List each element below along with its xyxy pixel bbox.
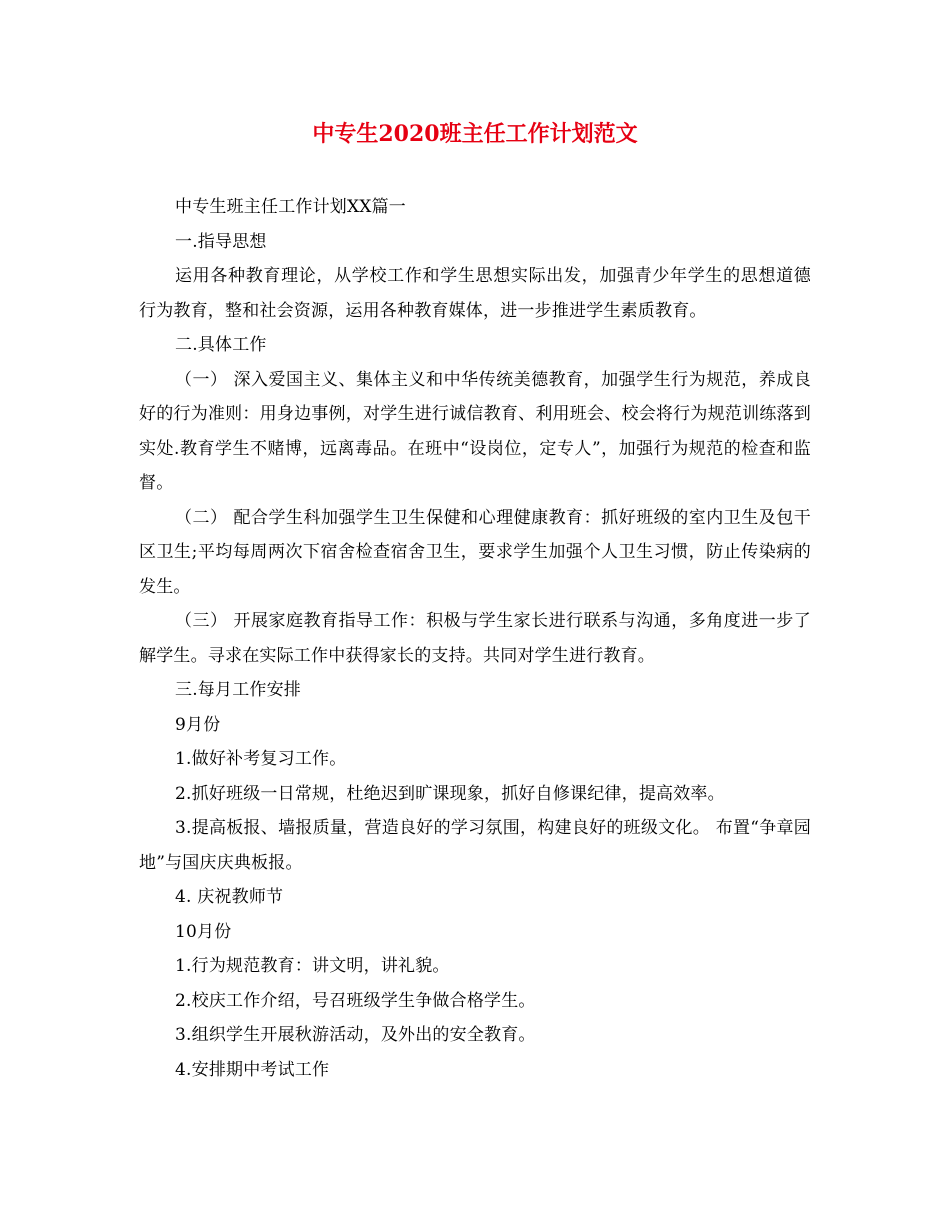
paragraph-specific-work-1: （一） 深入爱国主义、集体主义和中华传统美德教育，加强学生行为规范，养成良好的行为准则：用身边事例，对学生进行诚信教育、利用班会、校会将行为规范训练落到实处.教育学生不赌博，远离毒品。在班中“设岗位，定专人”，加强行为规范的检查和监督。 xyxy=(139,369,811,493)
list-item: 1.做好补考复习工作。 xyxy=(175,749,347,769)
section-heading-specific-work: 二.具体工作 xyxy=(175,335,267,355)
list-item: 1.行为规范教育：讲文明，讲礼貌。 xyxy=(175,956,450,976)
month-heading-september: 9月份 xyxy=(175,714,221,735)
list-item: 4.安排期中考试工作 xyxy=(175,1059,330,1080)
paragraph-specific-work-3: （三） 开展家庭教育指导工作：积极与学生家长进行联系与沟通，多角度进一步了解学生。寻求在实际工作中获得家长的支持。共同对学生进行教育。 xyxy=(139,611,811,666)
heading-part-one: 中专生班主任工作计划XX篇一 xyxy=(175,197,407,217)
document-title: 中专生2020班主任工作计划范文 xyxy=(312,121,638,147)
list-item: 3.提高板报、墙报质量，营造良好的学习氛围，构建良好的班级文化。 布置“争章园地”与国庆庆典板报。 xyxy=(139,818,811,873)
paragraph-specific-work-2: （二） 配合学生科加强学生卫生保健和心理健康教育：抓好班级的室内卫生及包干区卫生;平均每周两次下宿舍检查宿舍卫生，要求学生加强个人卫生习惯，防止传染病的发生。 xyxy=(139,507,811,597)
section-heading-monthly-plan: 三.每月工作安排 xyxy=(175,680,302,700)
list-item: 2.抓好班级一日常规，杜绝迟到旷课现象，抓好自修课纪律，提高效率。 xyxy=(175,783,725,804)
paragraph-guiding-thought: 运用各种教育理论，从学校工作和学生思想实际出发，加强青少年学生的思想道德行为教育，整和社会资源，运用各种教育媒体，进一步推进学生素质教育。 xyxy=(139,266,811,321)
list-item: 3.组织学生开展秋游活动，及外出的安全教育。 xyxy=(175,1025,536,1045)
list-item: 2.校庆工作介绍，号召班级学生争做合格学生。 xyxy=(175,990,536,1011)
month-heading-october: 10月份 xyxy=(175,921,232,942)
list-item: 4. 庆祝教师节 xyxy=(175,887,284,907)
section-heading-guiding-thought: 一.指导思想 xyxy=(175,231,267,252)
document-body xyxy=(139,190,811,1087)
